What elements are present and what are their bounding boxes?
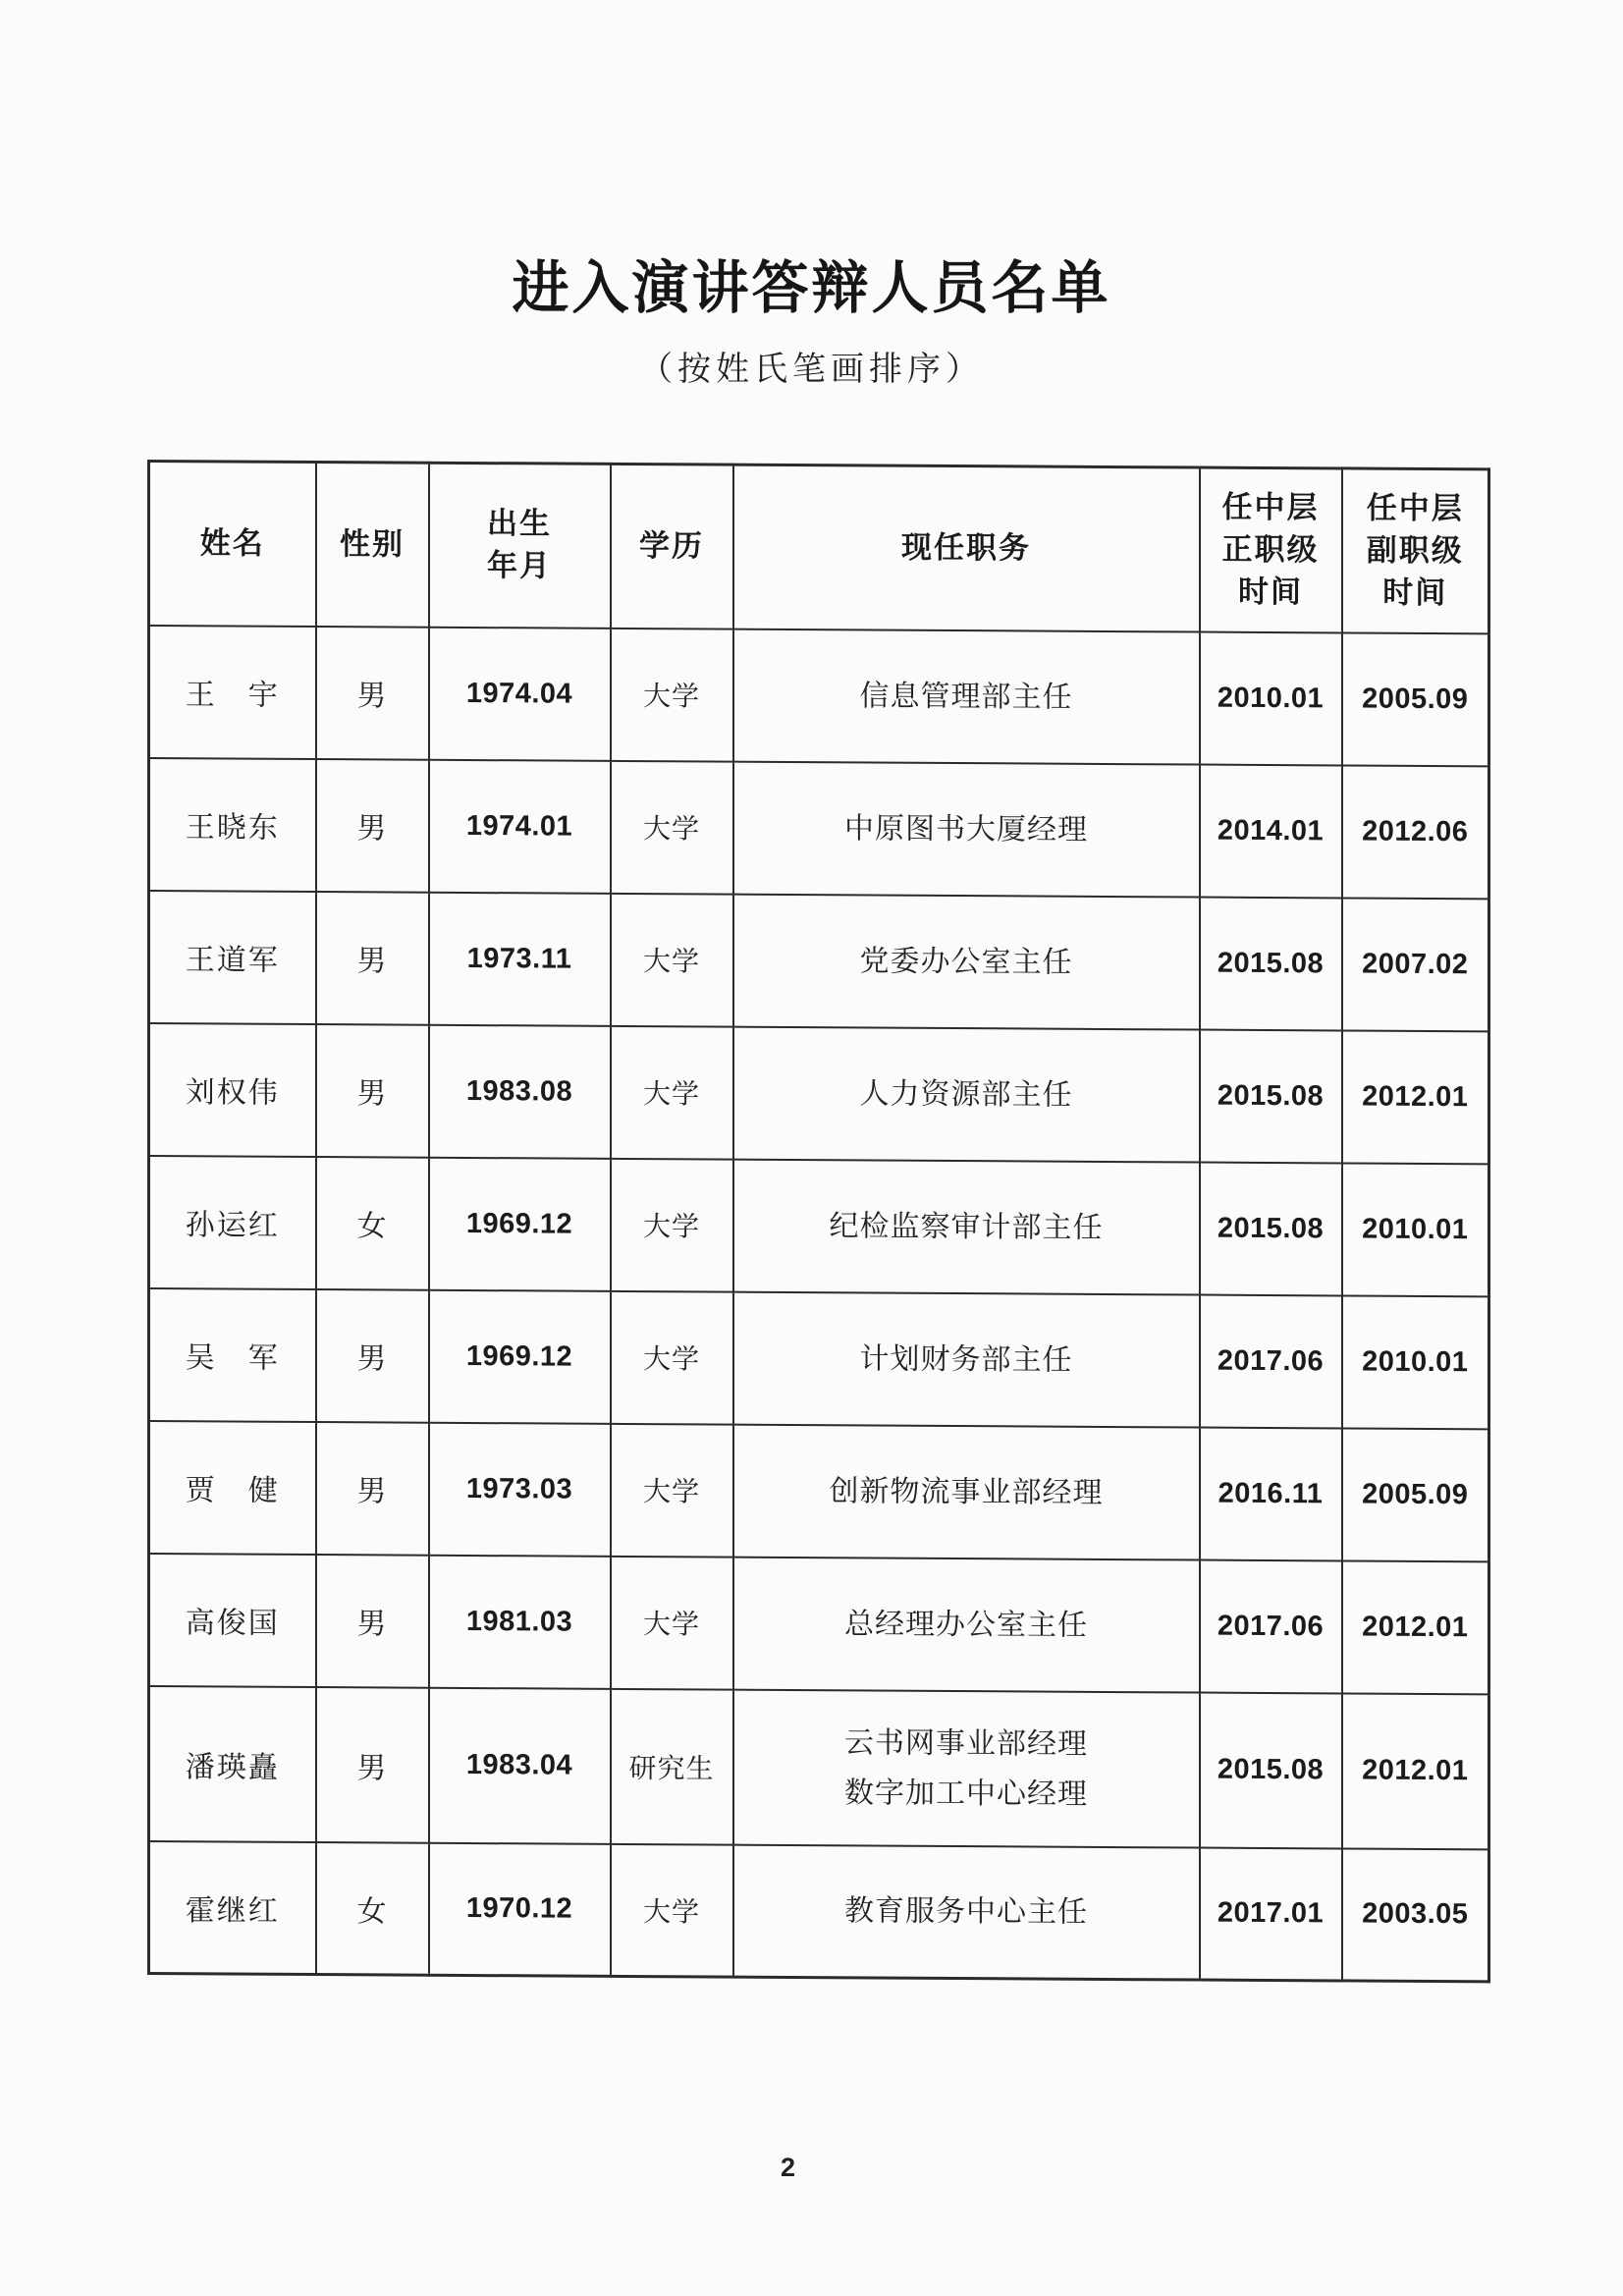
education-cell: 大学 (611, 1556, 733, 1689)
chief-appointment-time-cell: 2015.08 (1200, 1029, 1342, 1163)
name-cell: 高俊国 (149, 1554, 316, 1687)
column-header: 姓名 (149, 462, 316, 627)
name-cell: 王道军 (149, 891, 316, 1024)
column-header: 出生 年月 (429, 463, 611, 628)
gender-cell: 女 (316, 1842, 429, 1976)
deputy-appointment-time-cell: 2012.06 (1342, 765, 1489, 899)
column-header: 任中层 副职级 时间 (1342, 468, 1489, 633)
gender-cell: 男 (316, 759, 429, 893)
name-cell: 孙运红 (149, 1156, 316, 1289)
gender-cell: 男 (316, 627, 429, 760)
name-cell: 刘权伟 (149, 1023, 316, 1157)
position-cell: 云书网事业部经理 数字加工中心经理 (733, 1689, 1200, 1847)
candidates-table (147, 460, 1490, 1983)
deputy-appointment-time-cell: 2012.01 (1342, 1560, 1489, 1694)
birth-date-cell: 1973.03 (429, 1422, 611, 1556)
table-row (149, 1841, 1489, 1982)
education-cell: 研究生 (611, 1688, 733, 1844)
birth-date-cell: 1983.04 (429, 1687, 611, 1843)
column-header: 现任职务 (733, 465, 1200, 631)
header-row (149, 462, 1489, 633)
chief-appointment-time-cell: 2015.08 (1200, 897, 1342, 1030)
birth-date-cell: 1969.12 (429, 1289, 611, 1423)
deputy-appointment-time-cell: 2010.01 (1342, 1295, 1489, 1429)
gender-cell: 男 (316, 1555, 429, 1688)
table-row (149, 1156, 1489, 1296)
position-cell: 总经理办公室主任 (733, 1557, 1200, 1692)
deputy-appointment-time-cell: 2010.01 (1342, 1163, 1489, 1296)
position-cell: 信息管理部主任 (733, 629, 1200, 764)
table-row (149, 1421, 1489, 1561)
gender-cell: 男 (316, 1687, 429, 1843)
chief-appointment-time-cell: 2017.01 (1200, 1847, 1342, 1981)
gender-cell: 男 (316, 1024, 429, 1158)
position-cell: 纪检监察审计部主任 (733, 1159, 1200, 1294)
education-cell: 大学 (611, 893, 733, 1026)
chief-appointment-time-cell: 2015.08 (1200, 1692, 1342, 1848)
name-cell: 王 宇 (149, 626, 316, 759)
page-subtitle: （按姓氏笔画排序） (639, 352, 984, 388)
name-cell: 王晓东 (149, 758, 316, 892)
deputy-appointment-time-cell: 2012.01 (1342, 1693, 1489, 1849)
chief-appointment-time-cell: 2016.11 (1200, 1427, 1342, 1560)
position-cell: 党委办公室主任 (733, 894, 1200, 1029)
birth-date-cell: 1973.11 (429, 892, 611, 1025)
chief-appointment-time-cell: 2017.06 (1200, 1294, 1342, 1428)
chief-appointment-time-cell: 2015.08 (1200, 1162, 1342, 1295)
table-row (149, 1288, 1489, 1429)
name-cell: 霍继红 (149, 1841, 316, 1975)
education-cell: 大学 (611, 1423, 733, 1557)
education-cell: 大学 (611, 628, 733, 761)
column-header: 学历 (611, 464, 733, 629)
gender-cell: 男 (316, 1289, 429, 1423)
name-cell: 贾 健 (149, 1421, 316, 1555)
column-header: 任中层 正职级 时间 (1200, 467, 1342, 632)
education-cell: 大学 (611, 760, 733, 894)
birth-date-cell: 1981.03 (429, 1555, 611, 1688)
position-cell: 人力资源部主任 (733, 1026, 1200, 1162)
birth-date-cell: 1970.12 (429, 1842, 611, 1976)
deputy-appointment-time-cell: 2007.02 (1342, 898, 1489, 1031)
table-wrap (147, 460, 1490, 1983)
education-cell: 大学 (611, 1843, 733, 1977)
chief-appointment-time-cell: 2010.01 (1200, 631, 1342, 765)
birth-date-cell: 1974.04 (429, 627, 611, 760)
name-cell: 潘瑛矗 (149, 1686, 316, 1842)
gender-cell: 女 (316, 1157, 429, 1290)
column-header: 性别 (316, 463, 429, 628)
birth-date-cell: 1974.01 (429, 759, 611, 893)
deputy-appointment-time-cell: 2005.09 (1342, 632, 1489, 766)
table-row (149, 758, 1489, 899)
page-title: 进入演讲答辩人员名单 (512, 256, 1111, 320)
education-cell: 大学 (611, 1290, 733, 1424)
table-row (149, 626, 1489, 766)
deputy-appointment-time-cell: 2003.05 (1342, 1848, 1489, 1982)
position-cell: 教育服务中心主任 (733, 1844, 1200, 1980)
education-cell: 大学 (611, 1158, 733, 1291)
name-cell: 吴 军 (149, 1288, 316, 1422)
table-row (149, 891, 1489, 1031)
gender-cell: 男 (316, 1422, 429, 1556)
page-number: 2 (780, 2153, 796, 2182)
table-row (149, 1554, 1489, 1694)
birth-date-cell: 1969.12 (429, 1157, 611, 1290)
birth-date-cell: 1983.08 (429, 1024, 611, 1158)
position-cell: 创新物流事业部经理 (733, 1424, 1200, 1559)
chief-appointment-time-cell: 2014.01 (1200, 764, 1342, 898)
table-row (149, 1686, 1489, 1849)
deputy-appointment-time-cell: 2012.01 (1342, 1030, 1489, 1164)
deputy-appointment-time-cell: 2005.09 (1342, 1428, 1489, 1561)
position-cell: 中原图书大厦经理 (733, 761, 1200, 897)
position-cell: 计划财务部主任 (733, 1291, 1200, 1427)
education-cell: 大学 (611, 1025, 733, 1159)
table-row (149, 1023, 1489, 1164)
gender-cell: 男 (316, 892, 429, 1025)
chief-appointment-time-cell: 2017.06 (1200, 1559, 1342, 1693)
